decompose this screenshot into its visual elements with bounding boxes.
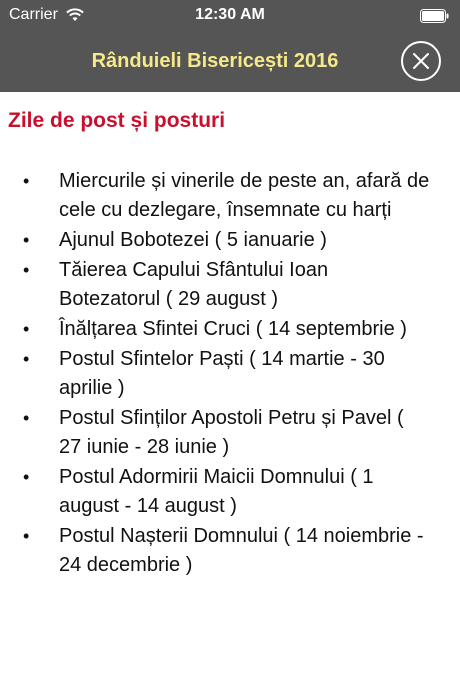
- list-item: [0, 315, 460, 344]
- list-item: [0, 167, 460, 225]
- status-time: 12:30 AM: [195, 6, 265, 23]
- list-item-text: Postul Nașterii Domnului ( 14 noiembrie - 24 decembrie ): [59, 525, 424, 576]
- battery-icon: [420, 9, 450, 23]
- list-item: [0, 226, 460, 255]
- page-title: Rânduieli Bisericești 2016: [91, 50, 339, 72]
- list-item-text: Postul Adormirii Maicii Domnului ( 1 august - 14 august ): [59, 466, 374, 517]
- bullet: •: [23, 467, 30, 487]
- close-button[interactable]: [401, 41, 441, 81]
- list-item-text: Ajunul Bobotezei ( 5 ianuarie ): [59, 229, 327, 251]
- section-title: Zile de post și posturi: [8, 109, 226, 132]
- status-bar: [0, 0, 460, 32]
- list-item-text: Postul Sfinților Apostoli Petru și Pavel ( 27 iunie - 28 iunie ): [59, 407, 404, 458]
- bullet: •: [23, 230, 30, 250]
- bullet: •: [23, 319, 30, 339]
- list-item-text: Înălțarea Sfintei Cruci ( 14 septembrie ): [59, 318, 407, 340]
- carrier-label: Carrier: [9, 6, 58, 23]
- bullet: •: [23, 171, 30, 191]
- list-item: [0, 522, 460, 580]
- list-item: [0, 345, 460, 403]
- nav-bar: [0, 32, 460, 92]
- list-item: [0, 256, 460, 314]
- bullet: •: [23, 408, 30, 428]
- close-icon: [412, 52, 430, 70]
- bullet: •: [23, 260, 30, 280]
- list-item: [0, 404, 460, 462]
- list-item: [0, 463, 460, 521]
- list-item-text: Postul Sfintelor Paști ( 14 martie - 30 aprilie ): [59, 348, 385, 399]
- list-item-text: Tăierea Capului Sfântului Ioan Botezatorul ( 29 august ): [59, 259, 329, 310]
- bullet: •: [23, 349, 30, 369]
- bullet: •: [23, 526, 30, 546]
- list-item-text: Miercurile și vinerile de peste an, afară de cele cu dezlegare, însemnate cu harți: [59, 170, 430, 221]
- fasting-list: [0, 167, 460, 581]
